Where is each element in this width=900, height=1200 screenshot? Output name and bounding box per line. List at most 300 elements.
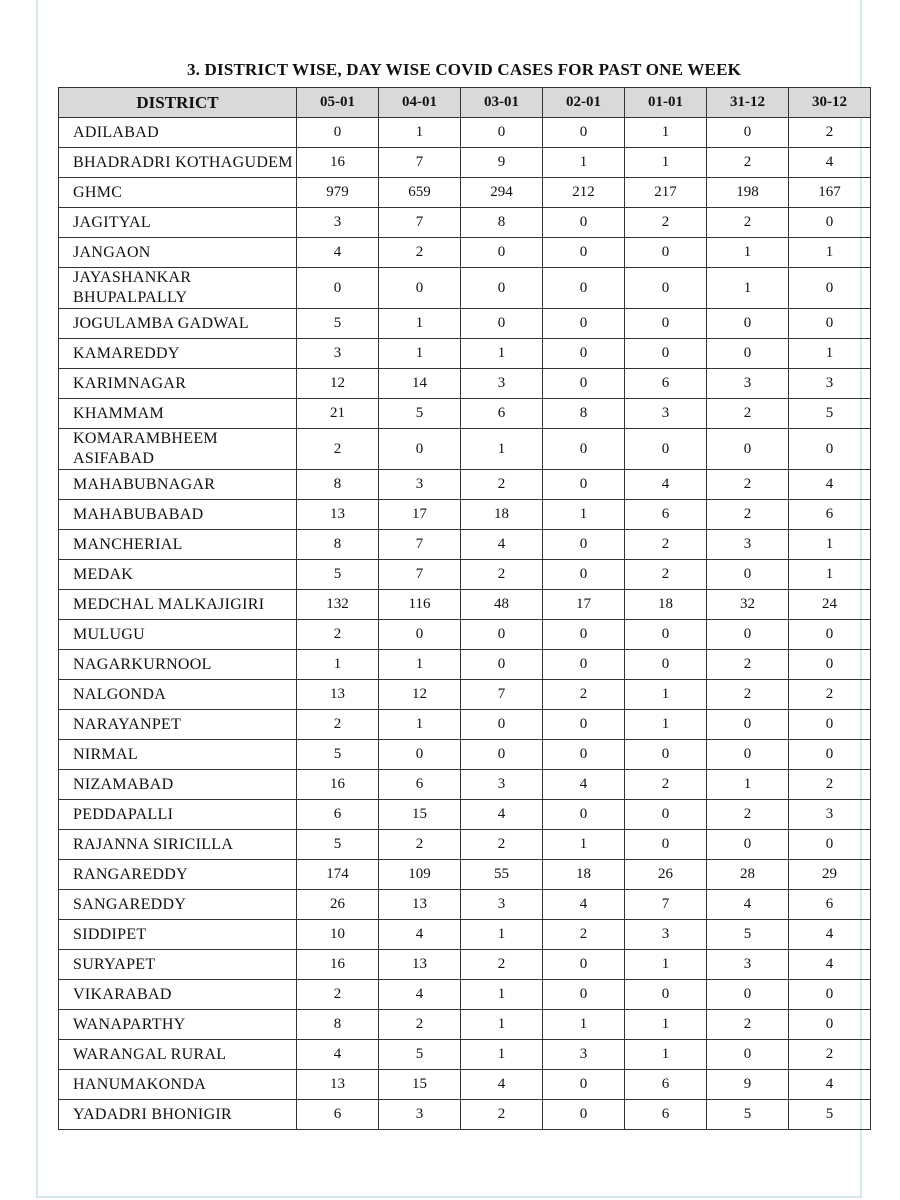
table-row <box>59 1100 871 1130</box>
case-count-cell: 0 <box>789 650 871 680</box>
case-count-cell: 2 <box>461 470 543 500</box>
case-count-cell: 3 <box>379 1100 461 1130</box>
table-row <box>59 620 871 650</box>
case-count-cell: 6 <box>379 770 461 800</box>
case-count-cell: 2 <box>379 238 461 268</box>
case-count-cell: 29 <box>789 860 871 890</box>
case-count-cell: 2 <box>297 980 379 1010</box>
case-count-cell: 3 <box>543 1040 625 1070</box>
case-count-cell: 0 <box>707 620 789 650</box>
case-count-cell: 1 <box>707 238 789 268</box>
table-body <box>59 118 871 1130</box>
district-name-cell: VIKARABAD <box>59 980 297 1010</box>
case-count-cell: 0 <box>707 560 789 590</box>
case-count-cell: 4 <box>461 1070 543 1100</box>
district-name-cell: BHADRADRI KOTHAGUDEM <box>59 148 297 178</box>
case-count-cell: 4 <box>789 950 871 980</box>
case-count-cell: 1 <box>625 950 707 980</box>
case-count-cell: 0 <box>461 268 543 309</box>
case-count-cell: 28 <box>707 860 789 890</box>
district-name-cell: KARIMNAGAR <box>59 369 297 399</box>
case-count-cell: 5 <box>379 1040 461 1070</box>
case-count-cell: 0 <box>461 740 543 770</box>
case-count-cell: 1 <box>625 1040 707 1070</box>
district-name-cell: SANGAREDDY <box>59 890 297 920</box>
district-name-cell: MEDAK <box>59 560 297 590</box>
case-count-cell: 24 <box>789 590 871 620</box>
table-row <box>59 740 871 770</box>
case-count-cell: 0 <box>379 429 461 470</box>
district-name-cell: WANAPARTHY <box>59 1010 297 1040</box>
table-row <box>59 800 871 830</box>
case-count-cell: 2 <box>707 650 789 680</box>
district-name-cell: PEDDAPALLI <box>59 800 297 830</box>
case-count-cell: 21 <box>297 399 379 429</box>
case-count-cell: 2 <box>789 680 871 710</box>
case-count-cell: 4 <box>789 470 871 500</box>
case-count-cell: 2 <box>379 1010 461 1040</box>
case-count-cell: 16 <box>297 770 379 800</box>
district-name-cell: MAHABUBABAD <box>59 500 297 530</box>
case-count-cell: 5 <box>789 399 871 429</box>
header-date: 03-01 <box>461 88 543 118</box>
case-count-cell: 13 <box>297 680 379 710</box>
case-count-cell: 0 <box>789 740 871 770</box>
case-count-cell: 1 <box>543 830 625 860</box>
case-count-cell: 0 <box>707 740 789 770</box>
table-row <box>59 238 871 268</box>
case-count-cell: 3 <box>461 770 543 800</box>
table-row <box>59 429 871 470</box>
case-count-cell: 3 <box>707 530 789 560</box>
case-count-cell: 4 <box>789 148 871 178</box>
case-count-cell: 3 <box>625 920 707 950</box>
case-count-cell: 12 <box>297 369 379 399</box>
case-count-cell: 4 <box>707 890 789 920</box>
district-name-cell: NIZAMABAD <box>59 770 297 800</box>
case-count-cell: 2 <box>625 560 707 590</box>
case-count-cell: 2 <box>379 830 461 860</box>
case-count-cell: 2 <box>789 118 871 148</box>
header-date: 01-01 <box>625 88 707 118</box>
case-count-cell: 5 <box>297 740 379 770</box>
case-count-cell: 4 <box>379 980 461 1010</box>
case-count-cell: 15 <box>379 1070 461 1100</box>
case-count-cell: 0 <box>543 650 625 680</box>
table-row <box>59 590 871 620</box>
case-count-cell: 0 <box>461 309 543 339</box>
case-count-cell: 3 <box>707 369 789 399</box>
case-count-cell: 1 <box>543 1010 625 1040</box>
case-count-cell: 1 <box>297 650 379 680</box>
case-count-cell: 0 <box>543 339 625 369</box>
table-row <box>59 890 871 920</box>
case-count-cell: 3 <box>461 369 543 399</box>
case-count-cell: 6 <box>625 500 707 530</box>
case-count-cell: 0 <box>543 369 625 399</box>
case-count-cell: 0 <box>625 268 707 309</box>
case-count-cell: 0 <box>625 980 707 1010</box>
case-count-cell: 7 <box>379 148 461 178</box>
case-count-cell: 0 <box>625 339 707 369</box>
case-count-cell: 167 <box>789 178 871 208</box>
header-row <box>59 88 871 118</box>
case-count-cell: 2 <box>789 770 871 800</box>
district-name-cell: NAGARKURNOOL <box>59 650 297 680</box>
case-count-cell: 2 <box>297 710 379 740</box>
case-count-cell: 0 <box>789 980 871 1010</box>
header-district: DISTRICT <box>59 88 297 118</box>
table-row <box>59 148 871 178</box>
table-row <box>59 980 871 1010</box>
case-count-cell: 32 <box>707 590 789 620</box>
table-row <box>59 650 871 680</box>
district-name-cell: SURYAPET <box>59 950 297 980</box>
case-count-cell: 7 <box>379 560 461 590</box>
case-count-cell: 1 <box>543 500 625 530</box>
case-count-cell: 8 <box>297 1010 379 1040</box>
case-count-cell: 1 <box>461 1010 543 1040</box>
case-count-cell: 6 <box>789 890 871 920</box>
district-name-cell: NARAYANPET <box>59 710 297 740</box>
case-count-cell: 3 <box>625 399 707 429</box>
case-count-cell: 0 <box>625 830 707 860</box>
case-count-cell: 1 <box>789 339 871 369</box>
case-count-cell: 13 <box>379 950 461 980</box>
header-date: 30-12 <box>789 88 871 118</box>
case-count-cell: 3 <box>379 470 461 500</box>
district-name-cell: HANUMAKONDA <box>59 1070 297 1100</box>
district-name-cell: JANGAON <box>59 238 297 268</box>
case-count-cell: 13 <box>297 500 379 530</box>
case-count-cell: 5 <box>789 1100 871 1130</box>
case-count-cell: 5 <box>297 560 379 590</box>
table-row <box>59 339 871 369</box>
case-count-cell: 4 <box>297 238 379 268</box>
case-count-cell: 0 <box>543 800 625 830</box>
header-date: 05-01 <box>297 88 379 118</box>
case-count-cell: 55 <box>461 860 543 890</box>
case-count-cell: 2 <box>707 399 789 429</box>
case-count-cell: 6 <box>625 1100 707 1130</box>
case-count-cell: 5 <box>379 399 461 429</box>
district-name-cell: KOMARAMBHEEM ASIFABAD <box>59 429 297 470</box>
case-count-cell: 1 <box>707 268 789 309</box>
case-count-cell: 3 <box>789 800 871 830</box>
header-date: 04-01 <box>379 88 461 118</box>
case-count-cell: 13 <box>297 1070 379 1100</box>
case-count-cell: 12 <box>379 680 461 710</box>
case-count-cell: 6 <box>297 1100 379 1130</box>
case-count-cell: 979 <box>297 178 379 208</box>
district-name-cell: RANGAREDDY <box>59 860 297 890</box>
case-count-cell: 2 <box>625 208 707 238</box>
table-row <box>59 680 871 710</box>
case-count-cell: 174 <box>297 860 379 890</box>
case-count-cell: 14 <box>379 369 461 399</box>
table-row <box>59 560 871 590</box>
case-count-cell: 0 <box>461 650 543 680</box>
table-title: 3. DISTRICT WISE, DAY WISE COVID CASES FOR PAST ONE WEEK <box>186 60 742 79</box>
case-count-cell: 5 <box>707 1100 789 1130</box>
case-count-cell: 3 <box>707 950 789 980</box>
case-count-cell: 0 <box>625 740 707 770</box>
table-row <box>59 500 871 530</box>
case-count-cell: 2 <box>789 1040 871 1070</box>
table-row <box>59 178 871 208</box>
case-count-cell: 1 <box>789 560 871 590</box>
case-count-cell: 0 <box>789 309 871 339</box>
case-count-cell: 1 <box>379 309 461 339</box>
case-count-cell: 0 <box>789 1010 871 1040</box>
case-count-cell: 8 <box>543 399 625 429</box>
case-count-cell: 3 <box>789 369 871 399</box>
district-name-cell: KHAMMAM <box>59 399 297 429</box>
table-row <box>59 920 871 950</box>
case-count-cell: 1 <box>379 710 461 740</box>
case-count-cell: 8 <box>461 208 543 238</box>
case-count-cell: 0 <box>543 980 625 1010</box>
case-count-cell: 2 <box>297 620 379 650</box>
case-count-cell: 15 <box>379 800 461 830</box>
header-date: 02-01 <box>543 88 625 118</box>
case-count-cell: 26 <box>625 860 707 890</box>
case-count-cell: 2 <box>707 800 789 830</box>
district-name-cell: RAJANNA SIRICILLA <box>59 830 297 860</box>
case-count-cell: 1 <box>379 339 461 369</box>
case-count-cell: 1 <box>707 770 789 800</box>
case-count-cell: 2 <box>297 429 379 470</box>
case-count-cell: 5 <box>297 309 379 339</box>
case-count-cell: 6 <box>297 800 379 830</box>
case-count-cell: 0 <box>543 530 625 560</box>
case-count-cell: 4 <box>297 1040 379 1070</box>
case-count-cell: 0 <box>707 309 789 339</box>
table-row <box>59 208 871 238</box>
case-count-cell: 4 <box>461 800 543 830</box>
case-count-cell: 6 <box>461 399 543 429</box>
case-count-cell: 0 <box>297 268 379 309</box>
case-count-cell: 1 <box>543 148 625 178</box>
case-count-cell: 116 <box>379 590 461 620</box>
table-row <box>59 860 871 890</box>
case-count-cell: 2 <box>707 500 789 530</box>
case-count-cell: 0 <box>625 620 707 650</box>
case-count-cell: 1 <box>789 530 871 560</box>
table-row <box>59 950 871 980</box>
case-count-cell: 16 <box>297 148 379 178</box>
case-count-cell: 212 <box>543 178 625 208</box>
case-count-cell: 1 <box>461 980 543 1010</box>
case-count-cell: 1 <box>379 118 461 148</box>
case-count-cell: 0 <box>379 268 461 309</box>
case-count-cell: 2 <box>707 680 789 710</box>
case-count-cell: 0 <box>379 620 461 650</box>
district-name-cell: JOGULAMBA GADWAL <box>59 309 297 339</box>
table-row <box>59 770 871 800</box>
case-count-cell: 0 <box>707 980 789 1010</box>
case-count-cell: 0 <box>297 118 379 148</box>
header-date: 31-12 <box>707 88 789 118</box>
table-row <box>59 118 871 148</box>
case-count-cell: 217 <box>625 178 707 208</box>
case-count-cell: 1 <box>625 1010 707 1040</box>
case-count-cell: 0 <box>543 268 625 309</box>
district-name-cell: JAGITYAL <box>59 208 297 238</box>
case-count-cell: 2 <box>461 950 543 980</box>
case-count-cell: 0 <box>625 650 707 680</box>
case-count-cell: 0 <box>543 238 625 268</box>
case-count-cell: 4 <box>789 1070 871 1100</box>
case-count-cell: 3 <box>461 890 543 920</box>
case-count-cell: 2 <box>707 470 789 500</box>
case-count-cell: 18 <box>543 860 625 890</box>
table-row <box>59 309 871 339</box>
case-count-cell: 0 <box>543 710 625 740</box>
case-count-cell: 0 <box>625 429 707 470</box>
case-count-cell: 1 <box>461 429 543 470</box>
district-name-cell: SIDDIPET <box>59 920 297 950</box>
case-count-cell: 0 <box>461 710 543 740</box>
case-count-cell: 1 <box>625 680 707 710</box>
case-count-cell: 0 <box>789 208 871 238</box>
case-count-cell: 9 <box>461 148 543 178</box>
case-count-cell: 0 <box>543 118 625 148</box>
case-count-cell: 0 <box>543 560 625 590</box>
case-count-cell: 3 <box>297 208 379 238</box>
case-count-cell: 4 <box>379 920 461 950</box>
case-count-cell: 0 <box>707 118 789 148</box>
table-row <box>59 1070 871 1100</box>
case-count-cell: 7 <box>625 890 707 920</box>
district-name-cell: NALGONDA <box>59 680 297 710</box>
case-count-cell: 2 <box>543 920 625 950</box>
case-count-cell: 2 <box>461 830 543 860</box>
case-count-cell: 10 <box>297 920 379 950</box>
case-count-cell: 0 <box>543 208 625 238</box>
case-count-cell: 2 <box>625 530 707 560</box>
case-count-cell: 0 <box>789 268 871 309</box>
case-count-cell: 1 <box>461 339 543 369</box>
district-cases-table <box>58 87 871 1130</box>
table-row <box>59 399 871 429</box>
case-count-cell: 132 <box>297 590 379 620</box>
case-count-cell: 4 <box>625 470 707 500</box>
case-count-cell: 18 <box>625 590 707 620</box>
case-count-cell: 0 <box>707 339 789 369</box>
case-count-cell: 0 <box>707 710 789 740</box>
district-name-cell: KAMAREDDY <box>59 339 297 369</box>
case-count-cell: 0 <box>543 1070 625 1100</box>
case-count-cell: 5 <box>707 920 789 950</box>
case-count-cell: 2 <box>461 560 543 590</box>
table-row <box>59 1010 871 1040</box>
case-count-cell: 1 <box>625 118 707 148</box>
case-count-cell: 0 <box>707 429 789 470</box>
case-count-cell: 2 <box>461 1100 543 1130</box>
case-count-cell: 4 <box>543 890 625 920</box>
case-count-cell: 659 <box>379 178 461 208</box>
case-count-cell: 6 <box>625 1070 707 1100</box>
case-count-cell: 0 <box>543 429 625 470</box>
table-row <box>59 369 871 399</box>
case-count-cell: 2 <box>707 148 789 178</box>
case-count-cell: 17 <box>379 500 461 530</box>
case-count-cell: 2 <box>707 1010 789 1040</box>
case-count-cell: 4 <box>543 770 625 800</box>
case-count-cell: 294 <box>461 178 543 208</box>
table-row <box>59 830 871 860</box>
case-count-cell: 4 <box>461 530 543 560</box>
case-count-cell: 48 <box>461 590 543 620</box>
case-count-cell: 0 <box>379 740 461 770</box>
case-count-cell: 8 <box>297 530 379 560</box>
case-count-cell: 26 <box>297 890 379 920</box>
table-row <box>59 470 871 500</box>
table-row <box>59 530 871 560</box>
district-name-cell: YADADRI BHONIGIR <box>59 1100 297 1130</box>
case-count-cell: 1 <box>789 238 871 268</box>
case-count-cell: 1 <box>625 710 707 740</box>
case-count-cell: 0 <box>625 309 707 339</box>
case-count-cell: 0 <box>625 238 707 268</box>
case-count-cell: 0 <box>461 238 543 268</box>
case-count-cell: 1 <box>461 1040 543 1070</box>
case-count-cell: 4 <box>789 920 871 950</box>
case-count-cell: 3 <box>297 339 379 369</box>
table-row <box>59 268 871 309</box>
case-count-cell: 198 <box>707 178 789 208</box>
case-count-cell: 13 <box>379 890 461 920</box>
case-count-cell: 7 <box>379 208 461 238</box>
case-count-cell: 0 <box>625 800 707 830</box>
case-count-cell: 5 <box>297 830 379 860</box>
table-row <box>59 710 871 740</box>
case-count-cell: 109 <box>379 860 461 890</box>
district-name-cell: MEDCHAL MALKAJIGIRI <box>59 590 297 620</box>
case-count-cell: 7 <box>461 680 543 710</box>
case-count-cell: 0 <box>789 620 871 650</box>
case-count-cell: 0 <box>543 740 625 770</box>
case-count-cell: 7 <box>379 530 461 560</box>
case-count-cell: 0 <box>461 620 543 650</box>
case-count-cell: 0 <box>789 830 871 860</box>
case-count-cell: 0 <box>543 309 625 339</box>
district-name-cell: ADILABAD <box>59 118 297 148</box>
case-count-cell: 9 <box>707 1070 789 1100</box>
case-count-cell: 2 <box>543 680 625 710</box>
case-count-cell: 1 <box>461 920 543 950</box>
case-count-cell: 0 <box>543 1100 625 1130</box>
district-name-cell: WARANGAL RURAL <box>59 1040 297 1070</box>
case-count-cell: 8 <box>297 470 379 500</box>
case-count-cell: 0 <box>707 1040 789 1070</box>
case-count-cell: 6 <box>625 369 707 399</box>
district-name-cell: MAHABUBNAGAR <box>59 470 297 500</box>
case-count-cell: 0 <box>707 830 789 860</box>
district-name-cell: NIRMAL <box>59 740 297 770</box>
case-count-cell: 0 <box>543 620 625 650</box>
case-count-cell: 0 <box>543 470 625 500</box>
case-count-cell: 2 <box>707 208 789 238</box>
case-count-cell: 6 <box>789 500 871 530</box>
case-count-cell: 16 <box>297 950 379 980</box>
case-count-cell: 18 <box>461 500 543 530</box>
district-name-cell: MANCHERIAL <box>59 530 297 560</box>
case-count-cell: 2 <box>625 770 707 800</box>
case-count-cell: 1 <box>625 148 707 178</box>
case-count-cell: 0 <box>543 950 625 980</box>
